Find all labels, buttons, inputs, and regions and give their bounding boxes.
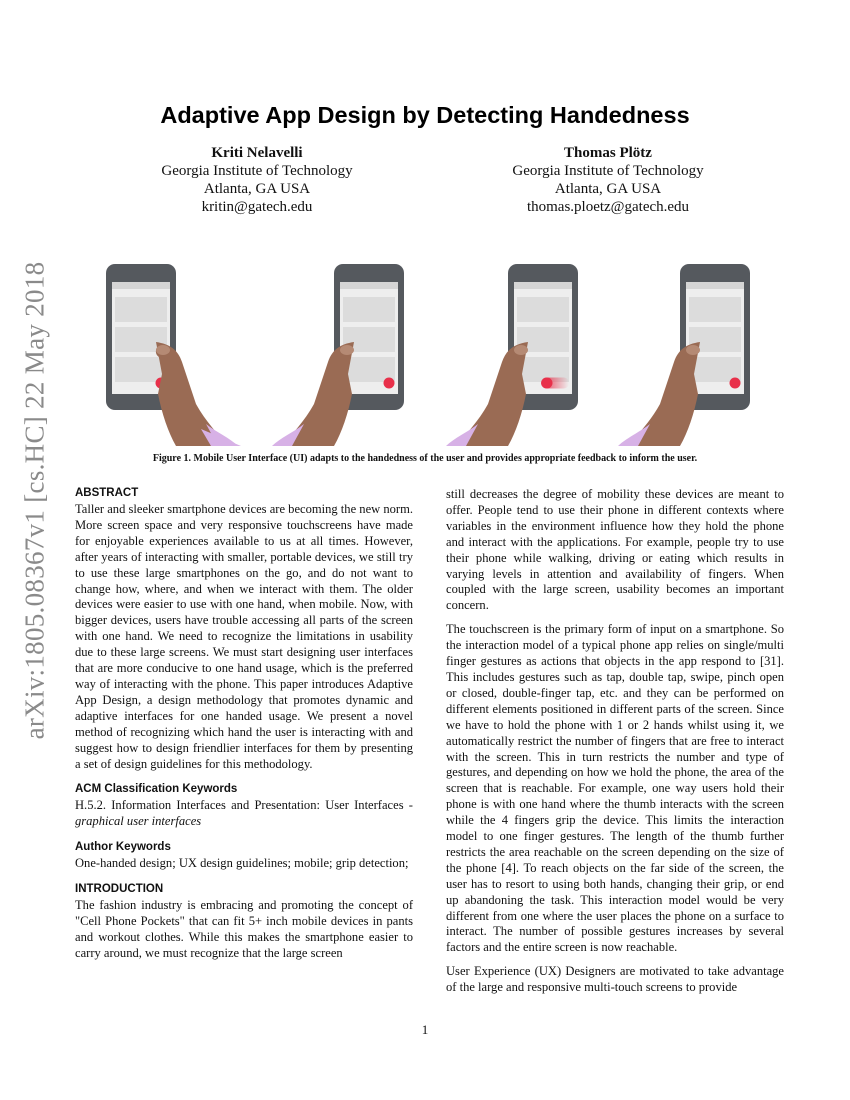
keywords-text: One-handed design; UX design guidelines; mobile; grip detection; <box>75 856 409 871</box>
phone-illustration-2 <box>272 264 404 446</box>
author-block-1 <box>127 144 387 216</box>
author-location: Atlanta, GA USA <box>203 181 311 197</box>
paper-title: Adaptive App Design by Detecting Handedness <box>160 102 690 128</box>
phone-illustration-1 <box>106 264 241 446</box>
figure-caption: Figure 1. Mobile User Interface (UI) adapts to the handedness of the user and provides appropriate feedback to inform the user. <box>152 453 698 464</box>
abstract-text: Taller and sleeker smartphone devices are becoming the new norm. More screen space and very responsive touchscreens have made for enjoyable experiences available to us at all times. However, after years of interacting with smaller, portable devices, we still try to use these large smartphones on the go, and do not want to change how, where, and when we interact with them. The older devices were easier to use with one hand, when mobile. Now, with bigger devices, users have trouble accessing all parts of the screen with one hand. We need to recognize the limitations in usability due to these large screens. We must start designing user interfaces that are more conducive to one hand usage, which is the preferred way of interacting with the phone. This paper introduces Adaptive App Design, a design methodology that promotes dynamic and adaptive interfaces for one handed usage. We present a novel method of recognizing which hand the user is interacting with and suggest how to design friendlier interfaces for them by presenting a set of design guidelines for this methodology. <box>75 502 413 771</box>
author-affiliation: Georgia Institute of Technology <box>512 163 704 179</box>
arxiv-stamp-text: arXiv:1805.08367v1 [cs.HC] 22 May 2018 <box>19 261 50 739</box>
author-affiliation: Georgia Institute of Technology <box>161 163 353 179</box>
author-name: Thomas Plötz <box>564 145 652 161</box>
introduction-heading: INTRODUCTION <box>75 883 164 896</box>
acm-text-italic: graphical user interfaces <box>75 814 202 829</box>
author-block-2 <box>478 144 738 216</box>
acm-text-main: H.5.2. Information Interfaces and Presentation: User Interfaces - <box>75 798 413 813</box>
introduction-section <box>75 882 413 962</box>
abstract-heading: ABSTRACT <box>75 487 139 499</box>
right-paragraph-1: still decreases the degree of mobility these devices are meant to offer. People tend to use their phone in different contexts where variables in the environment influence how they hold the phone and interact with the applications. For example, people try to use their phone while walking, driving or eating which results in varying levels in attention and availability of fingers. When coupled with the large screen, usability becomes an important concern. <box>446 487 784 613</box>
phone-illustration-4 <box>618 264 750 446</box>
arxiv-stamp <box>10 261 60 739</box>
page-number: 1 <box>421 1022 429 1037</box>
author-location: Atlanta, GA USA <box>554 181 662 197</box>
right-paragraph-2: The touchscreen is the primary form of input on a smartphone. So the interaction model of a typical phone app relies on single/multi finger gestures as actions that objects in the app respond to [31]. This includes gestures such as tap, double tap, swipe, pinch open or closed, double-finger tap, etc. and they can be performed on different elements positioned in different parts of the screen. Since we have to hold the phone with 1 or 2 hands whilst using it, we automatically restrict the number of fingers that are free to interact with the screen. This in turn restricts the number and type of gestures, and depending on how we hold the phone, the area of the screen that is reachable. For example, one way users hold their phone is with one hand where the thumb interacts with the screen while the 4 fingers grip the device. This limits the interaction model to one finger gestures. The length of the thumb further restricts the area reachable on the screen depending on the size of the phone [4]. To reach objects on the far side of the screen, the user has to resort to using both hands, changing their grip, or end up abandoning the task. This interaction model would be very different from one where the user places the phone on a surface to interact. The number of possible gestures increases by several factors and the entire screen is now reachable. <box>446 622 784 955</box>
author-email: thomas.ploetz@gatech.edu <box>526 199 690 215</box>
keywords-heading: Author Keywords <box>75 841 171 854</box>
phone-illustration-3 <box>446 264 578 446</box>
author-email: kritin@gatech.edu <box>201 199 313 215</box>
introduction-paragraph-1: The fashion industry is embracing and promoting the concept of "Cell Phone Pockets" that can fit 5+ inch mobile devices in pants and workout clothes. While this makes the smartphone easier to carry around, we must recognize that the large screen <box>75 898 413 960</box>
keywords-section <box>75 840 413 872</box>
right-paragraph-3: User Experience (UX) Designers are motivated to take advantage of the large and responsive multi-touch screens to provide <box>446 964 784 995</box>
right-column <box>446 487 784 1004</box>
acm-section <box>75 782 413 830</box>
left-column <box>75 486 413 972</box>
author-name: Kriti Nelavelli <box>211 145 303 161</box>
acm-heading: ACM Classification Keywords <box>75 783 238 796</box>
acm-text <box>75 798 413 830</box>
abstract-section <box>75 486 413 772</box>
figure-1-illustration <box>100 258 750 446</box>
